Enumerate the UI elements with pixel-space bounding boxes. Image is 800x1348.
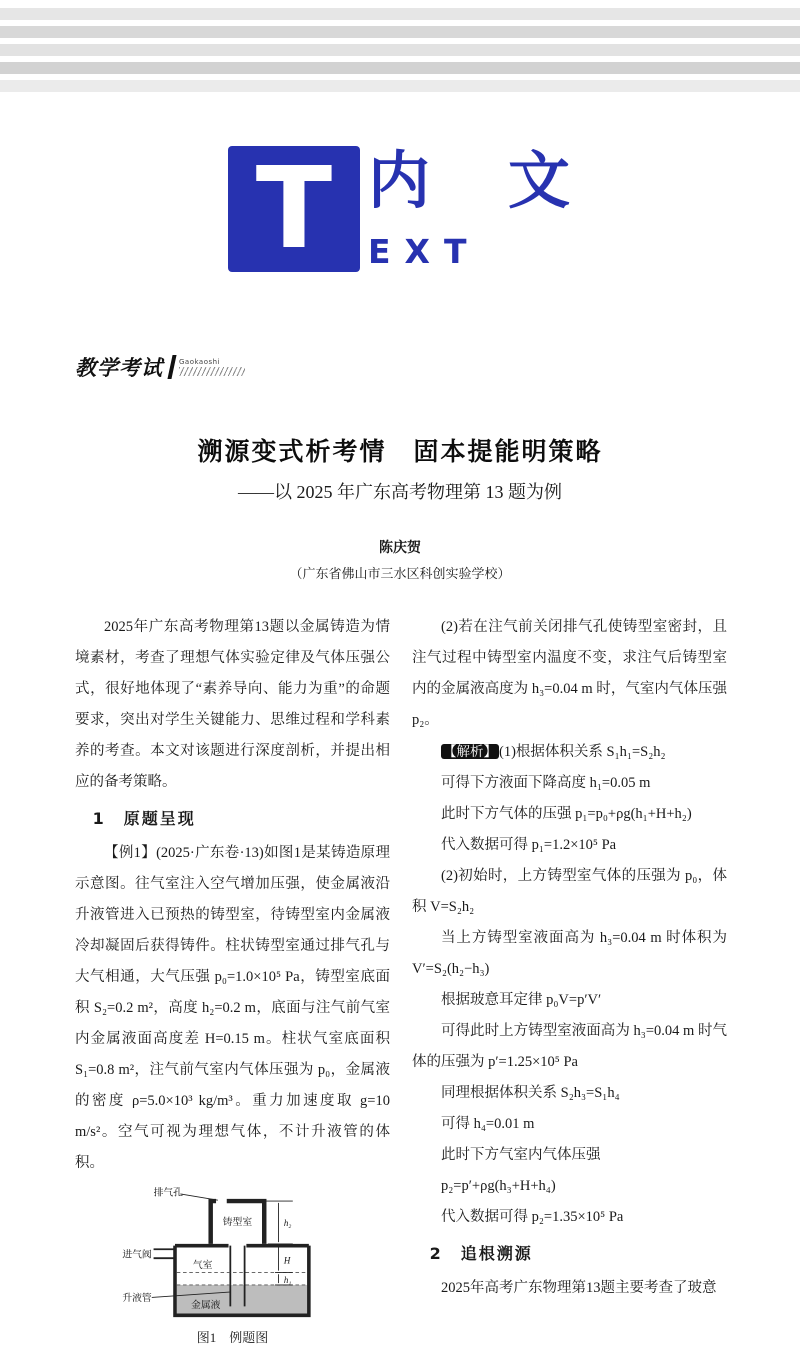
solution-step: 可得此时上方铸型室液面高为 h₃=0.04 m 时气体的压强为 p′=1.25×10⁵ Pa: [412, 1023, 727, 1070]
inlet-label: 进气阀: [121, 1249, 152, 1261]
journal-brand: [75, 352, 245, 382]
solution-step: 代入数据可得 p₁=1.2×10⁵ Pa: [441, 837, 617, 853]
dim-H-label: H: [283, 1255, 290, 1266]
article-title: 溯源变式析考情 固本提能明策略: [197, 437, 603, 466]
dim-h1-label: h₁: [283, 1275, 291, 1286]
dimension-lines: [266, 1201, 293, 1285]
solution-step: 可得下方液面下降高度 h₁=0.05 m: [441, 775, 651, 791]
author-name: 陈庆贺: [379, 541, 421, 556]
solution-step: 代入数据可得 p₂=1.35×10⁵ Pa: [441, 1209, 624, 1225]
stripe: [0, 26, 800, 38]
brand-divider: [167, 355, 176, 379]
section-1-heading: 1 原题呈现: [92, 809, 196, 828]
solution-step: 根据玻意耳定律 p₀V=p′V′: [441, 992, 602, 1008]
stripe: [0, 44, 800, 56]
section-2-heading: 2 追根溯源: [429, 1244, 533, 1263]
ext-label: EXT: [368, 232, 481, 271]
masthead-right: [368, 146, 578, 271]
solution-step: 此时下方气室内气体压强: [441, 1147, 601, 1163]
article-subtitle: ——以 2025 年广东高考物理第 13 题为例: [238, 482, 562, 502]
question-2-paragraph: (2)若在注气前关闭排气孔使铸型室密封，且注气过程中铸型室内温度不变，求注气后铸型室内的金属液高度为 h₃=0.04 m 时，气室内气体压强 p₂。: [412, 619, 727, 728]
vent-leader: [180, 1194, 217, 1200]
figure-caption: 图1 例题图: [196, 1330, 269, 1345]
author-affiliation: （广东省佛山市三水区科创实验学校）: [289, 566, 511, 581]
riser-label: 升液管: [121, 1293, 152, 1305]
chamber-label: 气室: [192, 1259, 212, 1271]
t-letter: T: [255, 144, 333, 274]
content-columns: [75, 612, 727, 1348]
intro-paragraph: 2025年广东高考物理第13题以金属铸造为情境素材，考查了理想气体实验定律及气体压强公式，很好地体现了“素养导向、能力为重”的命题要求，突出对学生关键能力、思维过程和学科素养的考查。本文对该题进行深度剖析，并提出相应的备考策略。: [75, 619, 390, 790]
solution-step: 当上方铸型室液面高为 h₃=0.04 m 时体积为 V′=S₂(h₂−h₃): [412, 930, 727, 977]
left-column: [75, 612, 390, 1348]
mold-label: 铸型室: [222, 1217, 252, 1229]
masthead: [228, 146, 578, 272]
right-column: [412, 612, 727, 1348]
t-logo-box: [228, 146, 360, 272]
header-stripes: [0, 8, 800, 98]
solution-step: (2)初始时，上方铸型室气体的压强为 p₀，体积 V=S₂h₂: [412, 868, 727, 915]
stripe: [0, 80, 800, 92]
solution-step: [412, 736, 727, 768]
example-figure-block: [75, 1185, 390, 1348]
brand-name: 教学考试: [75, 356, 163, 380]
trace-paragraph: 2025年高考广东物理第13题主要考查了玻意: [441, 1280, 717, 1296]
metal-label: 金属液: [190, 1300, 220, 1312]
dim-h2-label: h₂: [283, 1218, 291, 1229]
solution-step: p₂=p′+ρg(h₃+H+h₄): [441, 1178, 556, 1194]
solution-step: 可得 h₄=0.01 m: [441, 1116, 535, 1132]
stripe: [0, 8, 800, 20]
neiwen-title: 内 文: [368, 144, 579, 217]
brand-side: [179, 358, 245, 376]
solution-step-text: (1)根据体积关系 S₁h₁=S₂h₂: [499, 744, 666, 760]
jiexi-label: 【解析】: [443, 744, 497, 759]
stripe: [0, 62, 800, 74]
brand-english: Gaokaoshi: [179, 358, 221, 366]
brand-hatch: [179, 367, 245, 376]
solution-step: 同理根据体积关系 S₂h₃=S₁h₄: [441, 1085, 620, 1101]
inlet-pipe: [153, 1249, 174, 1258]
vent-label: 排气孔: [153, 1187, 183, 1199]
solution-step: 此时下方气体的压强 p₁=p₀+ρg(h₁+H+h₂): [441, 806, 692, 822]
example-figure: [121, 1185, 345, 1326]
example-paragraph: 【例1】(2025·广东卷·13)如图1是某铸造原理示意图。往气室注入空气增加压强，使金属液沿升液管进入已预热的铸型室，待铸型室内金属液冷却凝固后获得铸件。柱状铸型室通过排气孔与大气相通，大气压强 p₀=1.0×10⁵ Pa，铸型室底面积 S₂=0.2 m²，高度 h₂=0.2 m，底面与注气前气室内金属液面高度差 H=0.15 m。柱状气室底面积 S₁=0.8 m²，注气前气室内气体压强为 p₀，金属液的密度 ρ=5.0×10³ kg/m³。重力加速度取 g=10 m/s²。空气可视为理想气体，不计升液管的体积。: [75, 845, 390, 1171]
